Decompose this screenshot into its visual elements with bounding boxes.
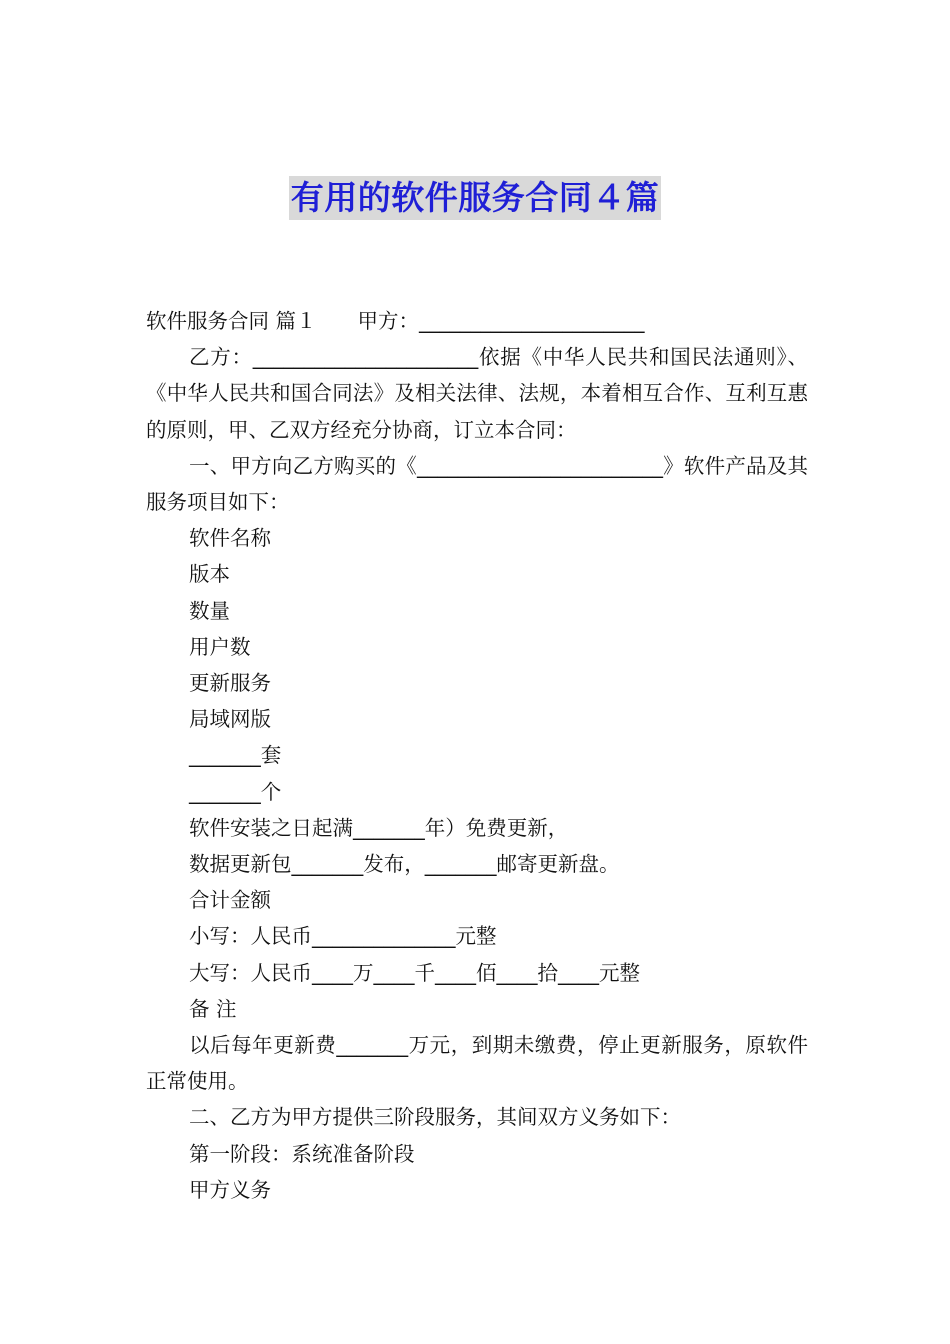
annual-update-paragraph: 以后每年更新费_______万元，到期未缴费，停止更新服务，原软件正常使用。 <box>146 1033 808 1094</box>
item-free-update: 软件安装之日起满_______年）免费更新， <box>189 815 569 840</box>
item-user-count: 用户数 <box>189 634 251 659</box>
item-data-update: 数据更新包_______发布，_______邮寄更新盘。 <box>189 852 620 877</box>
item-version: 版本 <box>189 562 230 587</box>
party-a-obligations-heading: 甲方义务 <box>189 1177 271 1202</box>
item-amount-lowercase: 小写：人民币______________元整 <box>189 924 497 949</box>
item-total-amount: 合计金额 <box>189 888 271 913</box>
item-lan-edition: 局域网版 <box>189 707 271 732</box>
document-title: 有用的软件服务合同４篇 <box>289 176 662 220</box>
item-quantity: 数量 <box>189 598 230 623</box>
party-b-paragraph: 乙方：______________________依据《中华人民共和国民法通则》、《中华人民共和国合同法》及相关法律、法规，本着相互合作、互利互惠的原则，甲、乙双方经充分协商，订立本合同： <box>146 345 808 442</box>
item-amount-uppercase: 大写：人民币____万____千____佰____拾____元整 <box>189 960 640 985</box>
item-update-service: 更新服务 <box>189 671 271 696</box>
title-area <box>0 176 950 220</box>
document-body <box>146 303 808 1208</box>
item-units-blank: _______个 <box>189 779 282 804</box>
phase-one-heading: 第一阶段：系统准备阶段 <box>189 1141 415 1166</box>
item-software-name: 软件名称 <box>189 526 271 551</box>
section-two-paragraph: 二、乙方为甲方提供三阶段服务，其间双方义务如下： <box>189 1105 681 1130</box>
section-one-paragraph: 一、甲方向乙方购买的《________________________》软件产品及其服务项目如下： <box>146 453 808 515</box>
item-remarks: 备 注 <box>189 996 237 1021</box>
item-sets-blank: _______套 <box>189 743 282 768</box>
contract-heading-line: 软件服务合同 篇１ 甲方：______________________ <box>146 309 645 333</box>
